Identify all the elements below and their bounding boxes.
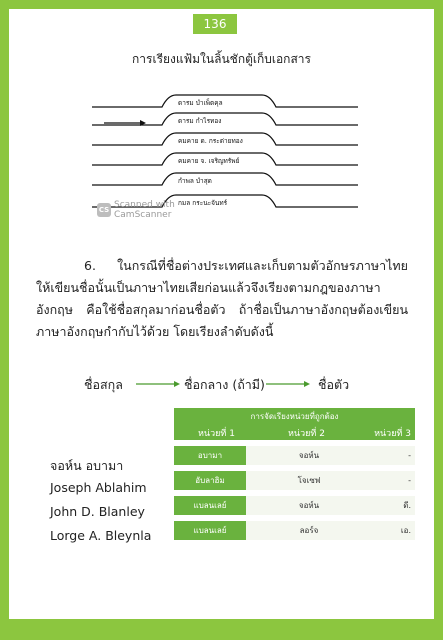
camscanner-watermark [97,200,175,220]
example-name-2: Joseph Ablahim [50,480,147,495]
column-header-2: หน่วยที่ 2 [288,429,325,439]
cell-unit-1: แบลนเลย์ [174,521,246,540]
table-row [174,496,415,515]
folder-tab-5: กำพล บำสุด [178,177,212,185]
cell-unit-1: อับลาฮิม [174,471,246,490]
table-header [174,408,415,440]
example-name-4: Lorge A. Bleynla [50,528,152,543]
watermark-line2: CamScanner [114,210,172,220]
column-header-3: หน่วยที่ 3 [374,429,411,439]
rule-paragraph-text: 6. ในกรณีที่ชื่อต่างประเทศและเก็บตามตัวอักษรภาษาไทย ให้เขียนชื่อนั้นเป็นภาษาไทยเสียก่อนแล้วจึงเรียงตามกฎของภาษาอังกฤษ คือใช้ชื่อสกุลมาก่อนชื่อตัว ถ้าชื่อเป็นภาษาอังกฤษต้องเขียนภาษาอังกฤษกำกับไว้ด้วย โดยเรียงลำดับดังนี้ [36,258,408,339]
cell-unit-2: ลอร์จ [299,526,319,535]
cell-unit-2: จอห์น [298,501,320,510]
column-header-1: หน่วยที่ 1 [198,429,235,439]
table-row [174,446,415,465]
section-heading: การเรียงแฟ้มในลิ้นชักตู้เก็บเอกสาร [132,52,311,66]
watermark-line1: Scanned with [114,200,175,210]
flow-step-first-name: ชื่อตัว [318,377,350,392]
rule-paragraph [36,255,408,343]
cell-unit-3: เอ. [400,526,411,535]
cell-unit-2: จอห์น [298,451,320,460]
cell-unit-1: อบามา [174,446,246,465]
flow-arrow-icon [266,378,310,390]
example-name-3: John D. Blanley [50,504,145,519]
folder-tab-4: คมคาย จ. เจริญทรัพย์ [178,157,240,165]
flow-step-surname: ชื่อสกุล [84,377,123,392]
table-row [174,471,415,490]
folder-tab-6: กมล กระนะจันทร์ [178,199,228,207]
flow-arrow-icon [136,378,180,390]
folder-tab-2: ดารม กำไรทอง [178,117,222,125]
cell-unit-3: - [408,451,411,460]
cell-unit-1: แบลนเลย์ [174,496,246,515]
cell-unit-3: - [408,476,411,485]
cell-unit-3: ดี. [403,501,411,510]
example-name-1: จอห์น อบามา [50,458,124,473]
camscanner-icon: CS [97,203,111,217]
folder-tab-1: ดารม บำเพ็ตคุล [178,99,223,107]
table-caption: การจัดเรียงหน่วยที่ถูกต้อง [250,412,339,421]
cell-unit-2: โจเซฟ [297,476,321,485]
table-row [174,521,415,540]
flow-step-middle-name: ชื่อกลาง (ถ้ามี) [184,377,265,392]
folder-tab-3: คมคาย ด. กระต่ายทอง [178,137,243,145]
page-number-badge: 136 [193,14,237,34]
